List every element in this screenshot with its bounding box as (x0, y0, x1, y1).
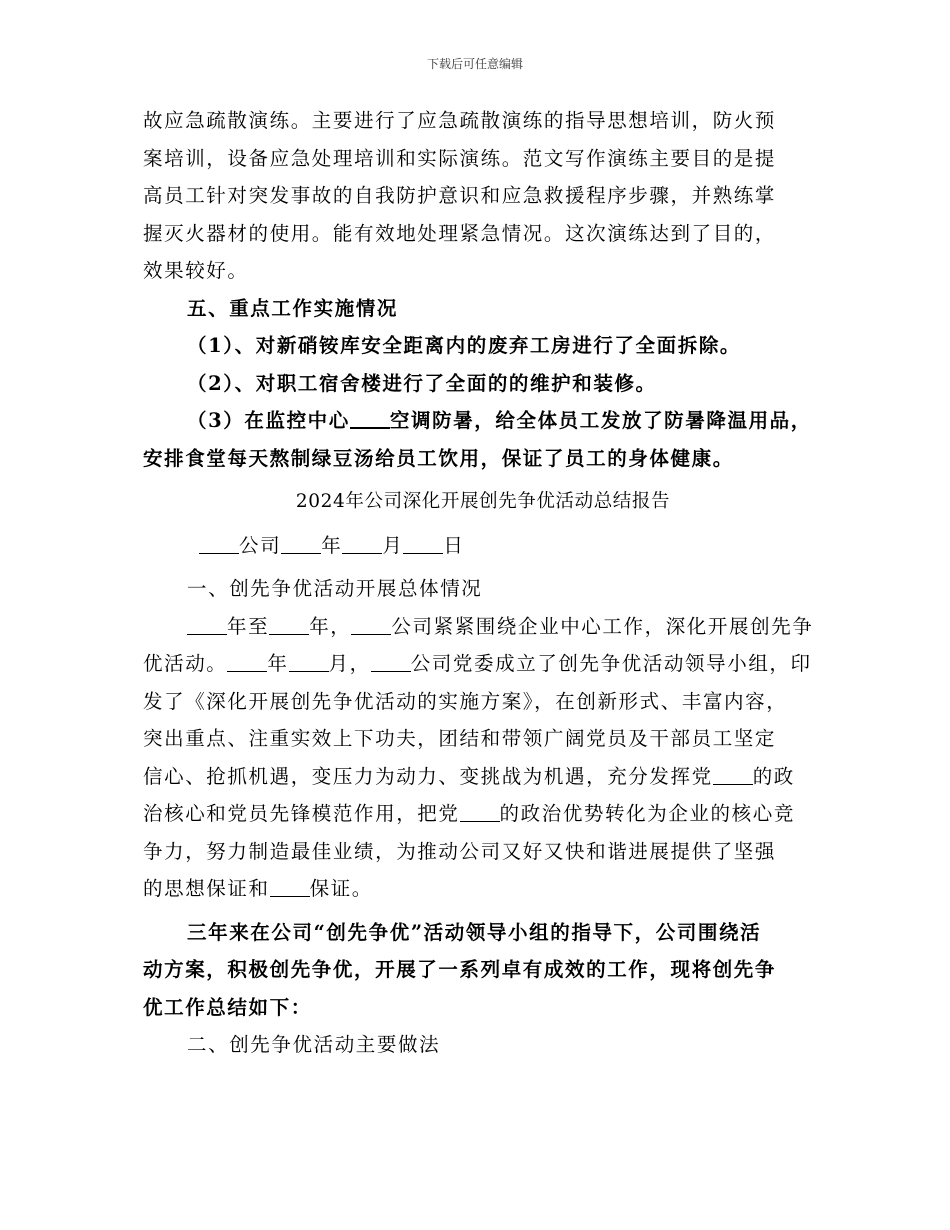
paragraph-line: 突出重点、注重实效上下功夫，团结和带领广阔党员及干部员工坚定 (143, 727, 777, 750)
section-heading-2: 二、创先争优活动主要做法 (187, 1033, 441, 1056)
blank-field (187, 616, 227, 635)
blank-field (199, 535, 239, 554)
paragraph-line: 治核心和党员先锋模范作用，把党 的政治优势转化为企业的核心竞 (143, 802, 795, 825)
blank-field (460, 803, 500, 822)
section-heading-1: 一、创先争优活动开展总体情况 (187, 577, 483, 600)
blank-field (269, 616, 309, 635)
paragraph-line: 优活动。 年 月， 公司党委成立了创先争优活动领导小组，印 (143, 652, 812, 675)
blank-field (713, 766, 753, 785)
summary-paragraph-line: 三年来在公司“创先争优”活动领导小组的指导下，公司围绕活 (187, 920, 762, 944)
page-header: 下载后可任意编辑 (426, 57, 523, 71)
paragraph-line: 的思想保证和 保证。 (143, 877, 373, 900)
document-body (143, 102, 823, 1064)
summary-paragraph-line: 动方案，积极创先争优，开展了一系列卓有成效的工作，现将创先争 (143, 958, 777, 981)
blank-field (371, 653, 411, 672)
paragraph-line: 争力，努力制造最佳业绩，为推动公司又好又快和谐进展提供了坚强 (143, 839, 777, 863)
paragraph-line: 信心、抢抓机遇，变压力为动力、变挑战为机遇，充分发挥党 的政 (143, 764, 795, 788)
work-item-2: （2）、对职工宿舍楼进行了全面的的维护和装修。 (187, 371, 657, 395)
blank-field (227, 653, 267, 672)
report-title: 2024年公司深化开展创先争优活动总结报告 (295, 491, 671, 512)
paragraph-line: 效果较好。 (143, 259, 249, 282)
blank-field (289, 653, 329, 672)
blank-field (403, 535, 443, 554)
blank-field (281, 535, 321, 554)
summary-paragraph-line: 优工作总结如下： (143, 995, 312, 1019)
work-item-3: （3）在监控中心 空调防暑，给全体员工发放了防暑降温用品， (187, 409, 812, 432)
section-heading-5: 五、重点工作实施情况 (187, 296, 399, 320)
paragraph-line: 年至 年， 公司紧紧围绕企业中心工作，深化开展创先争 (143, 608, 823, 646)
report-date-line: 公司 年 月 日 (143, 527, 823, 565)
blank-field (342, 535, 382, 554)
paragraph-line: 发了《深化开展创先争优活动的实施方案》，在创新形式、丰富内容， (143, 689, 788, 713)
work-item-3-continued: 安排食堂每天熬制绿豆汤给员工饮用，保证了员工的身体健康。 (143, 446, 734, 470)
paragraph-line: 高员工针对突发事故的自我防护意识和应急救援程序步骤，并熟练掌 (143, 184, 777, 207)
blank-field (270, 878, 310, 897)
blank-field (350, 409, 390, 429)
paragraph-line: 握灭火器材的使用。能有效地处理紧急情况。这次演练达到了目的， (143, 221, 777, 245)
paragraph-line: 故应急疏散演练。主要进行了应急疏散演练的指导思想培训，防火预 (143, 109, 777, 132)
blank-field (351, 616, 391, 635)
paragraph-line: 案培训，设备应急处理培训和实际演练。范文写作演练主要目的是提 (143, 146, 777, 170)
work-item-1: （1）、对新硝铵库安全距离内的废弃工房进行了全面拆除。 (187, 334, 742, 357)
